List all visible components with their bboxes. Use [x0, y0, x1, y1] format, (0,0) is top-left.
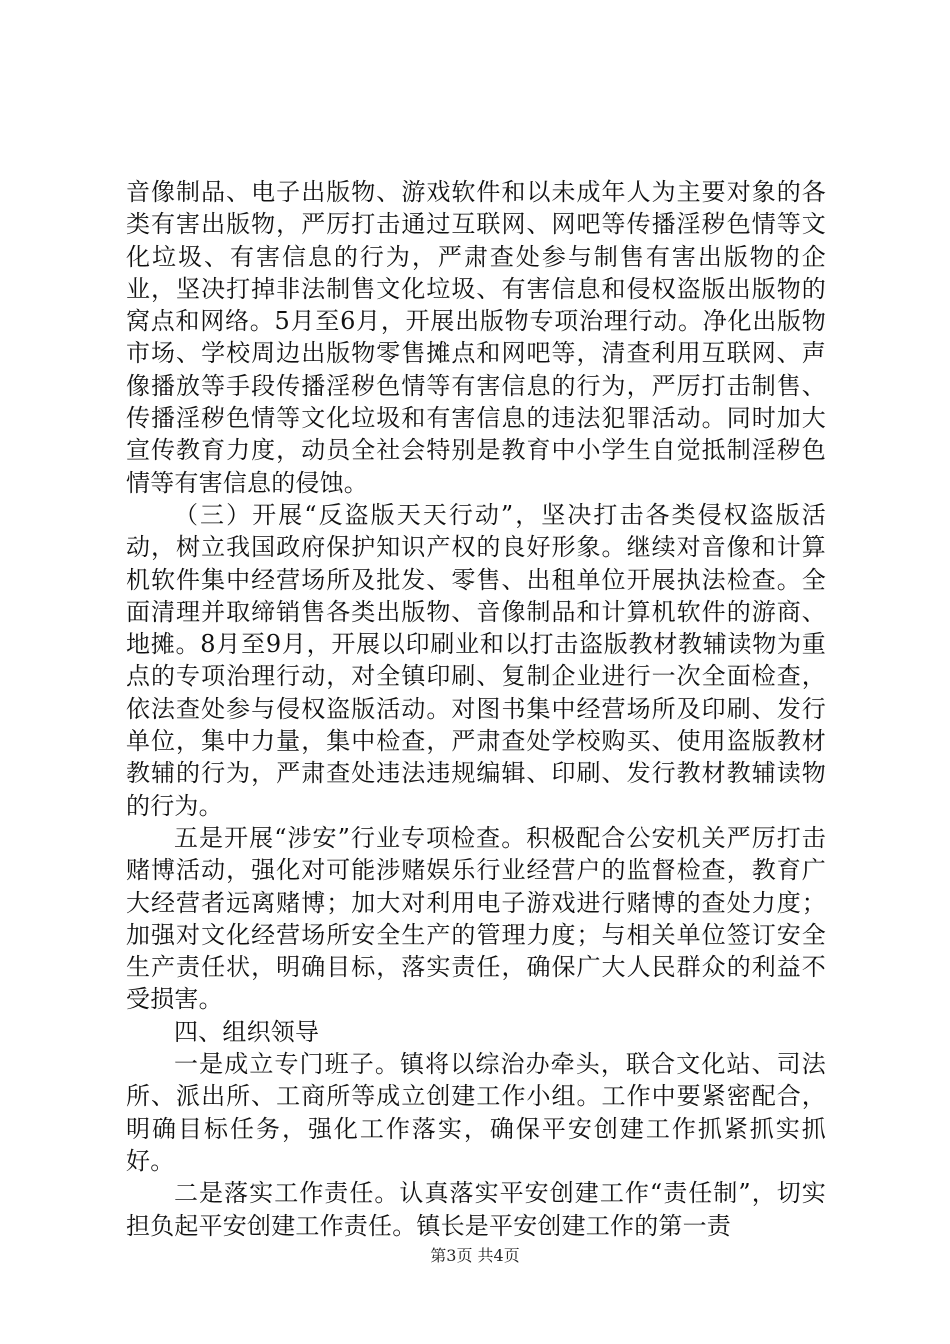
paragraph-team: 一是成立专门班子。镇将以综治办牵头，联合文化站、司法所、派出所、工商所等成立创建工作小组。工作中要紧密配合，明确目标任务，强化工作落实，确保平安创建工作抓紧抓实抓好。	[126, 1050, 826, 1175]
paragraph-responsibility: 二是落实工作责任。认真落实平安创建工作“责任制”，切实担负起平安创建工作责任。镇长是平安创建工作的第一责	[126, 1179, 826, 1240]
paragraph-continuation: 音像制品、电子出版物、游戏软件和以未成年人为主要对象的各类有害出版物，严厉打击通过互联网、网吧等传播淫秽色情等文化垃圾、有害信息的行为，严肃查处参与制售有害出版物的企业，坚决打掉非法制售文化垃圾、有害信息和侵权盗版出版物的窝点和网络。5月至6月，开展出版物专项治理行动。净化出版物市场、学校周边出版物零售摊点和网吧等，清查利用互联网、声像播放等手段传播淫秽色情等有害信息的行为，严厉打击制售、传播淫秽色情等文化垃圾和有害信息的违法犯罪活动。同时加大宣传教育力度，动员全社会特别是教育中小学生自觉抵制淫秽色情等有害信息的侵蚀。	[126, 178, 826, 497]
section-heading-organization: 四、组织领导	[174, 1017, 320, 1046]
paragraph-anti-piracy: （三）开展“反盗版天天行动”，坚决打击各类侵权盗版活动，树立我国政府保护知识产权的良好形象。继续对音像和计算机软件集中经营场所及批发、零售、出租单位开展执法检查。全面清理并取缔销售各类出版物、音像制品和计算机软件的游商、地摊。8月至9月，开展以印刷业和以打击盗版教材教辅读物为重点的专项治理行动，对全镇印刷、复制企业进行一次全面检查，依法查处参与侵权盗版活动。对图书集中经营场所及印刷、发行单位，集中力量，集中检查，严肃查处学校购买、使用盗版教材教辅的行为，严肃查处违法违规编辑、印刷、发行教材教辅读物的行为。	[126, 500, 826, 820]
paragraph-safety-inspection: 五是开展“涉安”行业专项检查。积极配合公安机关严厉打击赌博活动，强化对可能涉赌娱乐行业经营户的监督检查，教育广大经营者远离赌博；加大对利用电子游戏进行赌博的查处力度；加强对文化经营场所安全生产的管理力度；与相关单位签订安全生产责任状，明确目标，落实责任，确保广大人民群众的利益不受损害。	[126, 823, 826, 1014]
page-number-footer: 第3页 共4页	[430, 1246, 520, 1265]
body-text	[126, 176, 826, 1242]
